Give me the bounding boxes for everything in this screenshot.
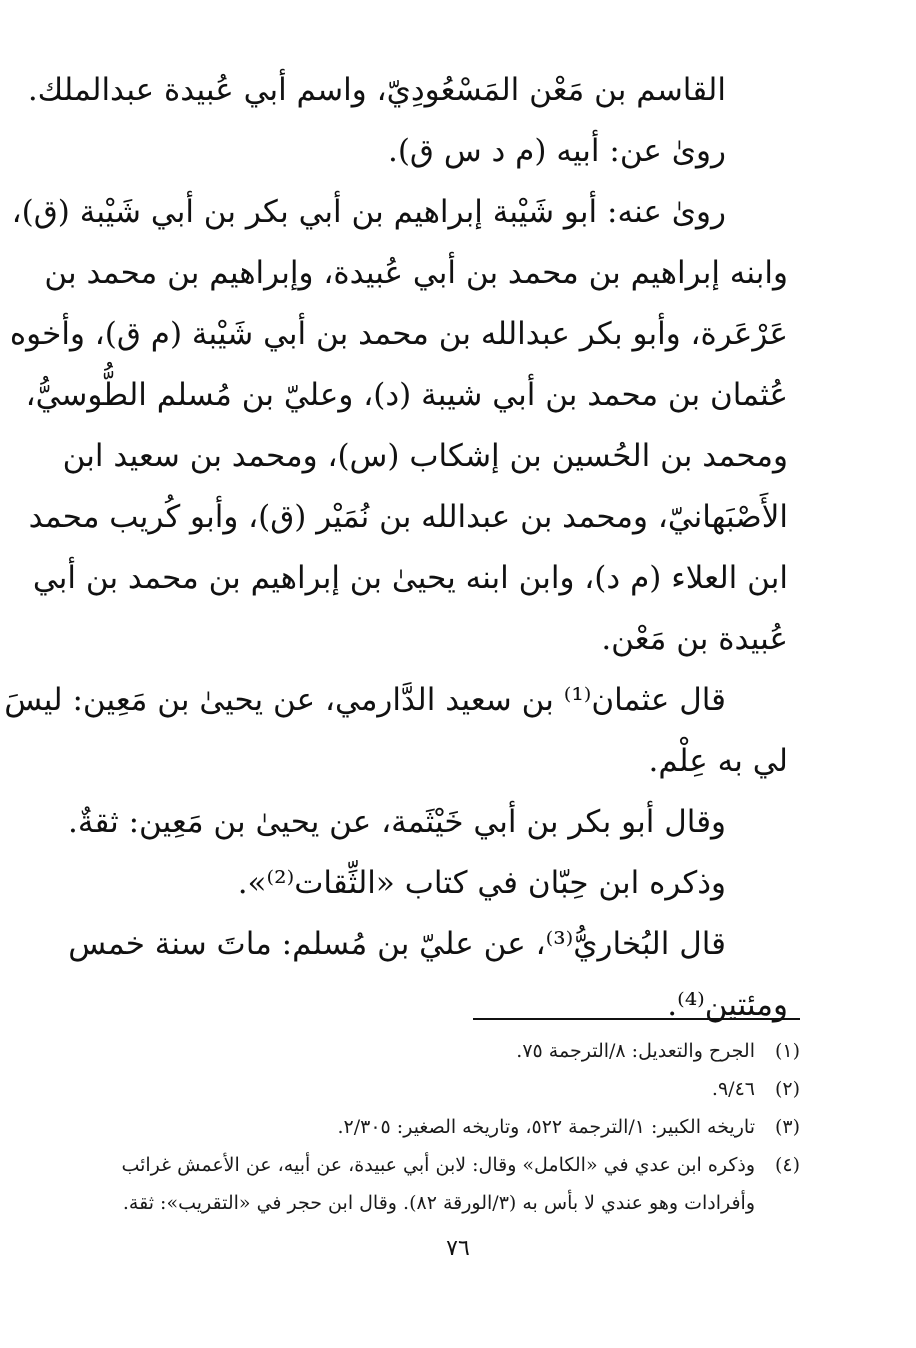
text-line: ومحمد بن الحُسين بن إشكاب (س)، ومحمد بن سعيد ابن bbox=[62, 438, 788, 474]
footnote-item bbox=[104, 1032, 800, 1070]
footnote-number: (٣) bbox=[774, 1116, 800, 1138]
text-line: القاسم بن مَعْن المَسْعُودِيّ، واسم أبي عُبيدة عبدالملك. bbox=[27, 72, 726, 108]
text-line: وابنه إبراهيم بن محمد بن أبي عُبيدة، وإبراهيم بن محمد بن bbox=[44, 255, 788, 291]
footnote-number: (٤) bbox=[774, 1154, 800, 1176]
footnote-divider bbox=[473, 1018, 800, 1020]
footnotes bbox=[104, 1032, 800, 1222]
footnote-text: الجرح والتعديل: ٨/الترجمة ٧٥. bbox=[516, 1040, 755, 1062]
text-line: عَرْعَرة، وأبو بكر عبدالله بن محمد بن أبي شَيْبة (م ق)، وأخوه bbox=[9, 316, 788, 352]
footnote-number: (١) bbox=[774, 1040, 800, 1062]
text-line: لي به عِلْم. bbox=[648, 743, 788, 779]
text-line: قال البُخاريُّ⁽³⁾، عن عليّ بن مُسلم: ماتَ سنة خمس bbox=[68, 926, 726, 962]
footnote-text-continuation: وأفرادات وهو عندي لا بأس به (٣/الورقة ٨٢). وقال ابن حجر في «التقريب»: ثقة. bbox=[122, 1192, 755, 1214]
footnote-number: (٢) bbox=[774, 1078, 800, 1100]
text-line: وقال أبو بكر بن أبي خَيْثَمة، عن يحيىٰ بن مَعِين: ثقةٌ. bbox=[67, 804, 726, 840]
page-number: ٧٦ bbox=[446, 1236, 470, 1261]
text-line: روىٰ عنه: أبو شَيْبة إبراهيم بن أبي بكر بن أبي شَيْبة (ق)، bbox=[11, 194, 726, 230]
text-line: قال عثمان⁽¹⁾ بن سعيد الدَّارمي، عن يحيىٰ بن مَعِين: ليسَ bbox=[4, 682, 726, 718]
footnote-item bbox=[104, 1146, 800, 1184]
text-line: الأَصْبَهانيّ، ومحمد بن عبدالله بن نُمَيْر (ق)، وأبو كُريب محمد bbox=[28, 499, 788, 535]
main-text bbox=[4, 60, 788, 1036]
footnote-text: وذكره ابن عدي في «الكامل» وقال: لابن أبي عبيدة، عن أبيه، عن الأعمش غرائب bbox=[121, 1154, 755, 1176]
text-line: عُبيدة بن مَعْن. bbox=[601, 621, 788, 657]
footnote-item bbox=[104, 1070, 800, 1108]
footnote-text: ٩/٤٦. bbox=[711, 1078, 755, 1100]
footnote-item bbox=[104, 1108, 800, 1146]
text-line: ومئتين⁽⁴⁾. bbox=[667, 987, 788, 1023]
text-line: وذكره ابن حِبّان في كتاب «الثِّقات⁽²⁾». bbox=[237, 865, 726, 901]
text-line: روىٰ عن: أبيه (م د س ق). bbox=[387, 133, 726, 169]
text-line: عُثمان بن محمد بن أبي شيبة (د)، وعليّ بن مُسلم الطُّوسيُّ، bbox=[25, 377, 788, 413]
text-line: ابن العلاء (م د)، وابن ابنه يحيىٰ بن إبراهيم بن محمد بن أبي bbox=[32, 560, 788, 596]
footnote-text: تاريخه الكبير: ١/الترجمة ٥٢٢، وتاريخه الصغير: ٢/٣٠٥. bbox=[337, 1116, 755, 1138]
